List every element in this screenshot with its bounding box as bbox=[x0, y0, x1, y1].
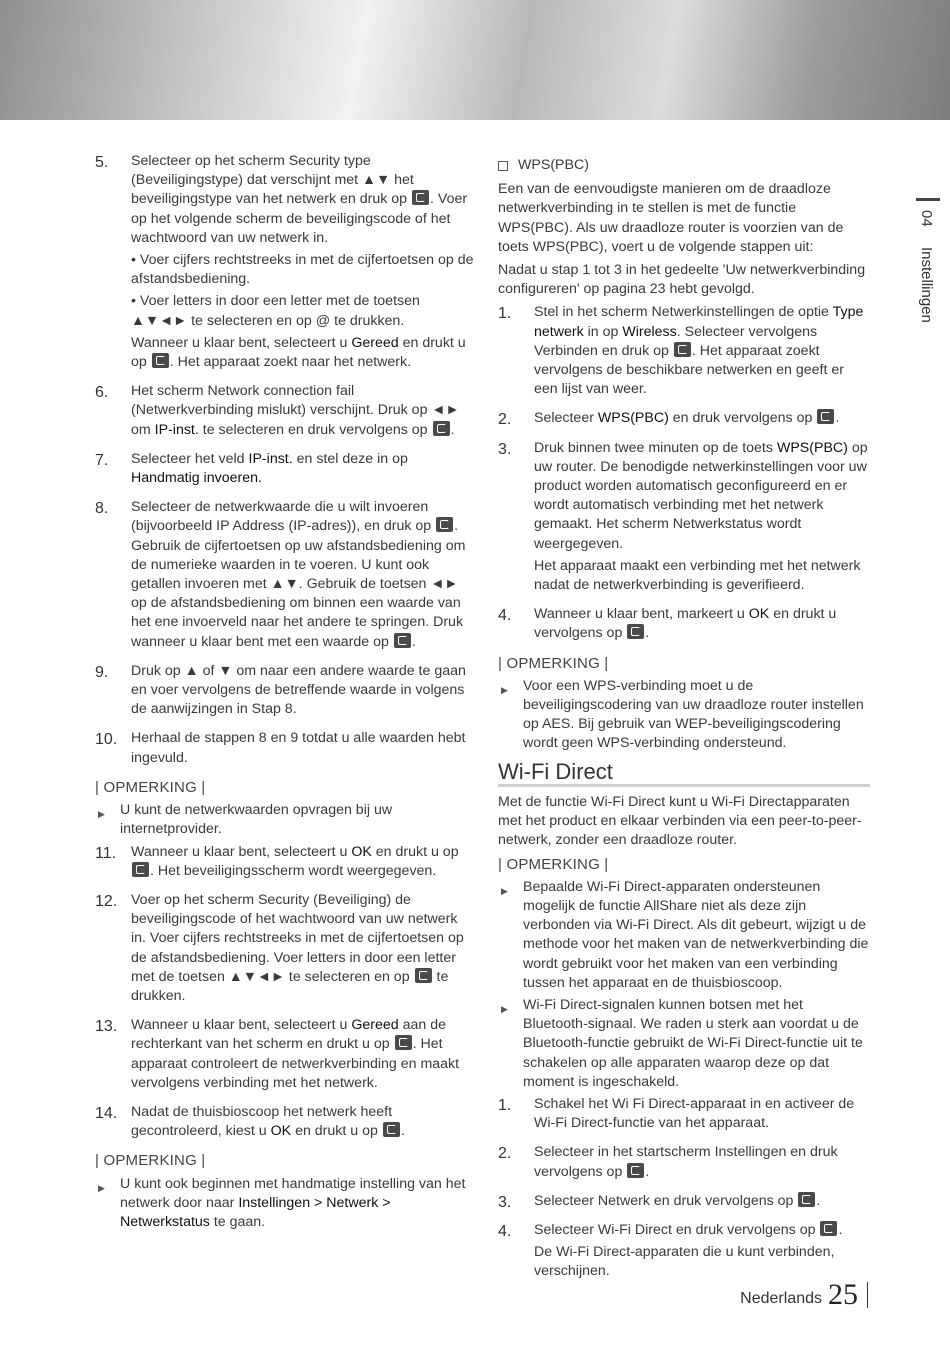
note-item: ▶ U kunt ook beginnen met handmatige instelling van het netwerk door naar Instellingen > Netwerk > Netwerkstatus te gaan. bbox=[95, 1175, 475, 1233]
step-number: 4. bbox=[498, 1222, 512, 1240]
step-8: 8. Selecteer de netwerkwaarde die u wilt invoeren (bijvoorbeeld IP Address (IP-adres)), en druk op . Gebruik de cijfertoetsen op uw afstandsbediening om de numerieke waarden in te voeren. U kunt ook getallen invoeren met ▲▼. Gebruik de toetsen ◄► op de afstandsbediening om binnen een waarde van het ene invoerveld naar het andere te springen. Druk wanneer u klaar bent met een waarde op . bbox=[95, 498, 475, 655]
page-number: 25 bbox=[828, 1278, 858, 1311]
wifi-step-1: 1. Schakel het Wi Fi Direct-apparaat in en activeer de Wi-Fi Direct-functie van het apparaat. bbox=[498, 1095, 870, 1136]
note-heading: | OPMERKING | bbox=[95, 778, 206, 796]
step-number: 2. bbox=[498, 1145, 512, 1163]
wps-step-2: 2. Selecteer WPS(PBC) en druk vervolgens op . bbox=[498, 409, 870, 431]
enter-key-icon bbox=[433, 421, 450, 436]
step-9: 9. Druk op ▲ of ▼ om naar een andere waarde te gaan en voer vervolgens de betreffende waarde in volgens de aanwijzingen in Stap 8. bbox=[95, 662, 475, 723]
wifi-direct-intro: Met de functie Wi-Fi Direct kunt u Wi-Fi Directapparaten met het product en elkaar verbinden via een peer-to-peer-netwerk, zonder een draadloze router. bbox=[498, 793, 862, 849]
enter-key-icon bbox=[627, 624, 644, 639]
wps-step-3: 3. Druk binnen twee minuten op de toets WPS(PBC) op uw router. De benodigde netwerkinstellingen voor uw product worden automatisch geconfigureerd en er wordt automatisch verbinding met het netwerk gemaakt. Het scherm Netwerkstatus wordt weergegeven. Het apparaat maakt een verbinding met het netwerk nadat de netwerkverbinding is geverifieerd. bbox=[498, 439, 870, 599]
step-number: 2. bbox=[498, 411, 512, 429]
step-number: 4. bbox=[498, 607, 512, 625]
wifi-step-4: 4. Selecteer Wi-Fi Direct en druk vervolgens op . De Wi-Fi Direct-apparaten die u kunt verbinden, verschijnen. bbox=[498, 1221, 870, 1285]
step-number: 8. bbox=[95, 500, 109, 518]
enter-key-icon bbox=[415, 968, 432, 983]
step-number: 10. bbox=[95, 731, 118, 749]
triangle-bullet-icon: ▶ bbox=[98, 1182, 105, 1193]
left-column bbox=[95, 152, 475, 1235]
wifi-step-3: 3. Selecteer Netwerk en druk vervolgens op . bbox=[498, 1192, 870, 1214]
bullet-item: • Voer letters in door een letter met de toetsen ▲▼◄► te selecteren en op @ te drukken. bbox=[131, 293, 420, 329]
step-13: 13. Wanneer u klaar bent, selecteert u Gereed aan de rechterkant van het scherm en drukt u op . Het apparaat controleert de netwerkverbinding en maakt vervolgens verbinding met het netwerk. bbox=[95, 1016, 475, 1096]
enter-key-icon bbox=[627, 1163, 644, 1178]
note-heading: | OPMERKING | bbox=[498, 654, 609, 672]
page-footer bbox=[700, 1278, 870, 1318]
chapter-label: Instellingen bbox=[918, 246, 935, 323]
triangle-bullet-icon: ▶ bbox=[501, 885, 508, 896]
note-heading: | OPMERKING | bbox=[498, 855, 609, 873]
step-number: 12. bbox=[95, 892, 118, 910]
step-11: 11. Wanneer u klaar bent, selecteert u OK en drukt u op . Het beveiligingsscherm wordt weergegeven. bbox=[95, 843, 475, 884]
step-number: 9. bbox=[95, 663, 109, 681]
triangle-bullet-icon: ▶ bbox=[501, 684, 508, 695]
enter-key-icon bbox=[152, 353, 169, 368]
step-12: 12. Voer op het scherm Security (Beveiliging) de beveiligingscode of het wachtwoord van uw netwerk in. Voer cijfers rechtstreeks in met de cijfertoetsen op de afstandsbediening. Voer letters in door een letter met de toetsen ▲▼◄► te selecteren en op te drukken. bbox=[95, 891, 475, 1009]
step-number: 14. bbox=[95, 1104, 118, 1122]
note-heading: | OPMERKING | bbox=[95, 1152, 206, 1170]
note-item: ▶ Bepaalde Wi-Fi Direct-apparaten ondersteunen mogelijk de functie AllShare niet als deze zijn verbonden via Wi-Fi Direct. Als dit gebeurt, wijzigt u de methode voor het maken van de netwerkverbinding die wordt gebruikt voor het maken van een verbinding tussen het apparaat en de thuisbioscoop. bbox=[498, 878, 870, 993]
checkbox-square-icon bbox=[498, 161, 508, 171]
note-item: ▶ Voor een WPS-verbinding moet u de beveiligingscodering van uw draadloze router instellen op AES. Bij gebruik van WEP-beveiligingscodering wordt geen WPS-verbinding ondersteund. bbox=[498, 677, 870, 754]
triangle-bullet-icon: ▶ bbox=[98, 809, 105, 820]
enter-key-icon bbox=[798, 1192, 815, 1207]
enter-key-icon bbox=[412, 190, 429, 205]
wps-step-1: 1. Stel in het scherm Netwerkinstellingen de optie Type netwerk in op Wireless. Selecteer vervolgens Verbinden en druk op . Het apparaat zoekt vervolgens de beschikbare netwerken en geeft er een lijst van weer. bbox=[498, 303, 870, 402]
step-number: 1. bbox=[498, 1096, 512, 1114]
note-item: ▶ U kunt de netwerkwaarden opvragen bij uw internetprovider. bbox=[95, 801, 475, 839]
step-number: 3. bbox=[498, 1193, 512, 1211]
footer-divider bbox=[867, 1282, 868, 1308]
header-gradient-band bbox=[0, 0, 950, 120]
step-number: 6. bbox=[95, 384, 109, 402]
wps-intro: Een van de eenvoudigste manieren om de draadloze netwerkverbinding in te stellen is met de functie WPS(PBC). Als uw draadloze router is voorzien van de toets WPS(PBC), voert u de volgende stappen uit: bbox=[498, 181, 844, 255]
step-number: 5. bbox=[95, 154, 109, 171]
step-14: 14. Nadat de thuisbioscoop het netwerk heeft gecontroleerd, kiest u OK en drukt u op . bbox=[95, 1103, 475, 1144]
step-10: 10. Herhaal de stappen 8 en 9 totdat u alle waarden hebt ingevuld. bbox=[95, 729, 475, 770]
right-column bbox=[498, 152, 870, 1292]
step-number: 11. bbox=[95, 844, 117, 862]
note-item: ▶ Wi-Fi Direct-signalen kunnen botsen met het Bluetooth-signaal. We raden u sterk aan voordat u de Bluetooth-functie gebruikt de Wi-Fi Direct-functie uit te schakelen op alle apparaten waarop deze op dat moment is ingeschakeld. bbox=[498, 996, 870, 1092]
enter-key-icon bbox=[394, 633, 411, 648]
step-7: 7. Selecteer het veld IP-inst. en stel deze in op Handmatig invoeren. bbox=[95, 450, 475, 491]
chapter-tab-bar bbox=[916, 198, 940, 201]
enter-key-icon bbox=[817, 409, 834, 424]
chapter-number: 04 bbox=[918, 210, 935, 227]
step-number: 13. bbox=[95, 1018, 118, 1036]
triangle-bullet-icon: ▶ bbox=[501, 1003, 508, 1014]
enter-key-icon bbox=[132, 862, 149, 877]
step-number: 7. bbox=[95, 451, 109, 469]
step-number: 1. bbox=[498, 305, 512, 323]
wifi-step-2: 2. Selecteer in het startscherm Instellingen en druk vervolgens op . bbox=[498, 1143, 870, 1184]
step-number: 3. bbox=[498, 440, 512, 458]
enter-key-icon bbox=[674, 342, 691, 357]
wps-heading: WPS(PBC) bbox=[498, 156, 870, 175]
enter-key-icon bbox=[395, 1035, 412, 1050]
step-5: 5. Selecteer op het scherm Security type (Beveiligingstype) dat verschijnt met ▲▼ het beveiligingstype van het netwerk en druk op . Voer op het volgende scherm de beveiligingscode of het wachtwoord van uw netwerk in. • Voer cijfers rechtstreeks in met de cijfertoetsen op de afstandsbediening. • Voer letters in door een letter met de toetsen ▲▼◄► te selecteren en op @ te drukken. Wanneer u klaar bent, selecteert u Gereed en drukt u op . Het apparaat zoekt naar het netwerk. bbox=[95, 152, 475, 375]
wps-step-4: 4. Wanneer u klaar bent, markeert u OK en drukt u vervolgens op . bbox=[498, 605, 870, 646]
enter-key-icon bbox=[383, 1122, 400, 1137]
enter-key-icon bbox=[436, 517, 453, 532]
wifi-direct-heading: Wi-Fi Direct bbox=[498, 762, 870, 787]
bullet-item: • Voer cijfers rechtstreeks in met de cijfertoetsen op de afstandsbediening. bbox=[131, 252, 474, 288]
footer-language: Nederlands bbox=[740, 1290, 822, 1307]
enter-key-icon bbox=[820, 1221, 837, 1236]
wps-precondition: Nadat u stap 1 tot 3 in het gedeelte 'Uw netwerkverbinding configureren' op pagina 23 hebt gevolgd. bbox=[498, 262, 866, 298]
step-6: 6. Het scherm Network connection fail (Netwerkverbinding mislukt) verschijnt. Druk op ◄► om IP-inst. te selecteren en druk vervolgens op . bbox=[95, 382, 475, 443]
